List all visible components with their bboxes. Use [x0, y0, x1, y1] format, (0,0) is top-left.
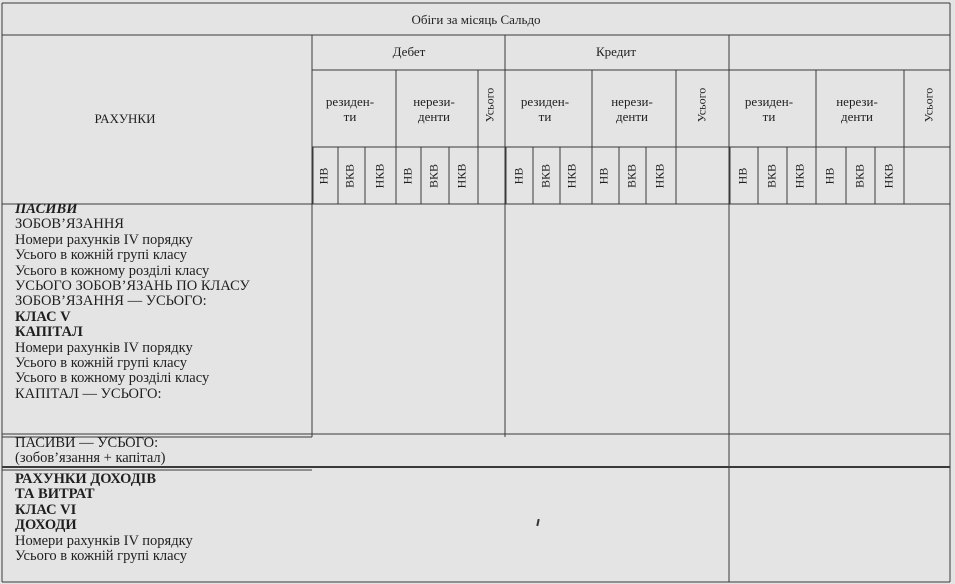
currency-code-вкв: ВКВ: [538, 163, 553, 189]
row-label: ЗОБОВ’ЯЗАННЯ — УСЬОГО:: [15, 293, 207, 310]
row-label: КАПІТАЛ: [15, 324, 83, 341]
currency-code-нкв: НКВ: [564, 163, 579, 189]
currency-code-вкв: ВКВ: [764, 163, 779, 189]
row-label: Усього в кожному розділі класу: [15, 262, 210, 279]
currency-code-нв: НВ: [735, 167, 750, 185]
credit-residents-header: резиден- ти: [520, 94, 570, 124]
row-label: (зобов’язання + капітал): [15, 450, 166, 467]
row-label: ТА ВИТРАТ: [15, 486, 95, 503]
currency-code-нкв: НКВ: [372, 163, 387, 189]
currency-code-нкв: НКВ: [454, 163, 469, 189]
accounts-column-header: РАХУНКИ: [94, 111, 156, 126]
row-label: Усього в кожній групі класу: [15, 548, 188, 565]
currency-code-нв: НВ: [596, 167, 611, 185]
currency-code-вкв: ВКВ: [342, 163, 357, 189]
row-label: ЗОБОВ’ЯЗАННЯ: [15, 216, 124, 233]
currency-code-нкв: НКВ: [881, 163, 896, 189]
debit-nonresidents-header: нерези- денти: [413, 94, 455, 124]
row-label: Усього в кожній групі класу: [15, 247, 188, 264]
currency-code-нкв: НКВ: [652, 163, 667, 189]
row-label: ДОХОДИ: [15, 517, 77, 534]
row-label: Номери рахунків IV порядку: [15, 231, 193, 248]
row-label: Номери рахунків IV порядку: [15, 532, 193, 549]
section-liabilities: [15, 202, 250, 402]
currency-code-нв: НВ: [400, 167, 415, 185]
currency-code-вкв: ВКВ: [426, 163, 441, 189]
row-label: ПАСИВИ: [15, 201, 78, 217]
currency-code-вкв: ВКВ: [852, 163, 867, 189]
row-label: УСЬОГО ЗОБОВ’ЯЗАНЬ ПО КЛАСУ: [15, 278, 250, 295]
row-label: КЛАС VI: [15, 501, 77, 518]
currency-code-нв: НВ: [316, 167, 331, 185]
section-liabilities-total: [15, 436, 165, 467]
debit-total-header: Усього: [482, 87, 497, 123]
row-label: КЛАС V: [15, 308, 71, 325]
debit-residents-header: резиден- ти: [325, 94, 375, 124]
row-label: Номери рахунків IV порядку: [15, 339, 193, 356]
currency-code-нв: НВ: [822, 167, 837, 185]
currency-code-нкв: НКВ: [792, 163, 807, 189]
section-income-expense: [15, 472, 193, 564]
currency-code-нв: НВ: [511, 167, 526, 185]
credit-header: Кредит: [595, 44, 637, 59]
saldo-total-header: Усього: [921, 87, 936, 123]
row-label: РАХУНКИ ДОХОДІВ: [15, 471, 156, 487]
credit-total-header: Усього: [694, 87, 709, 123]
row-label: ПАСИВИ — УСЬОГО:: [15, 435, 159, 451]
debit-header: Дебет: [392, 44, 426, 59]
currency-code-вкв: ВКВ: [624, 163, 639, 189]
row-label: Усього в кожному розділі класу: [15, 370, 210, 387]
table-title: Обіги за місяць Сальдо: [411, 12, 541, 27]
row-label: Усього в кожній групі класу: [15, 355, 188, 372]
saldo-residents-header: резиден- ти: [744, 94, 794, 124]
saldo-nonresidents-header: нерези- денти: [836, 94, 878, 124]
row-label: КАПІТАЛ — УСЬОГО:: [15, 385, 162, 402]
credit-nonresidents-header: нерези- денти: [611, 94, 653, 124]
